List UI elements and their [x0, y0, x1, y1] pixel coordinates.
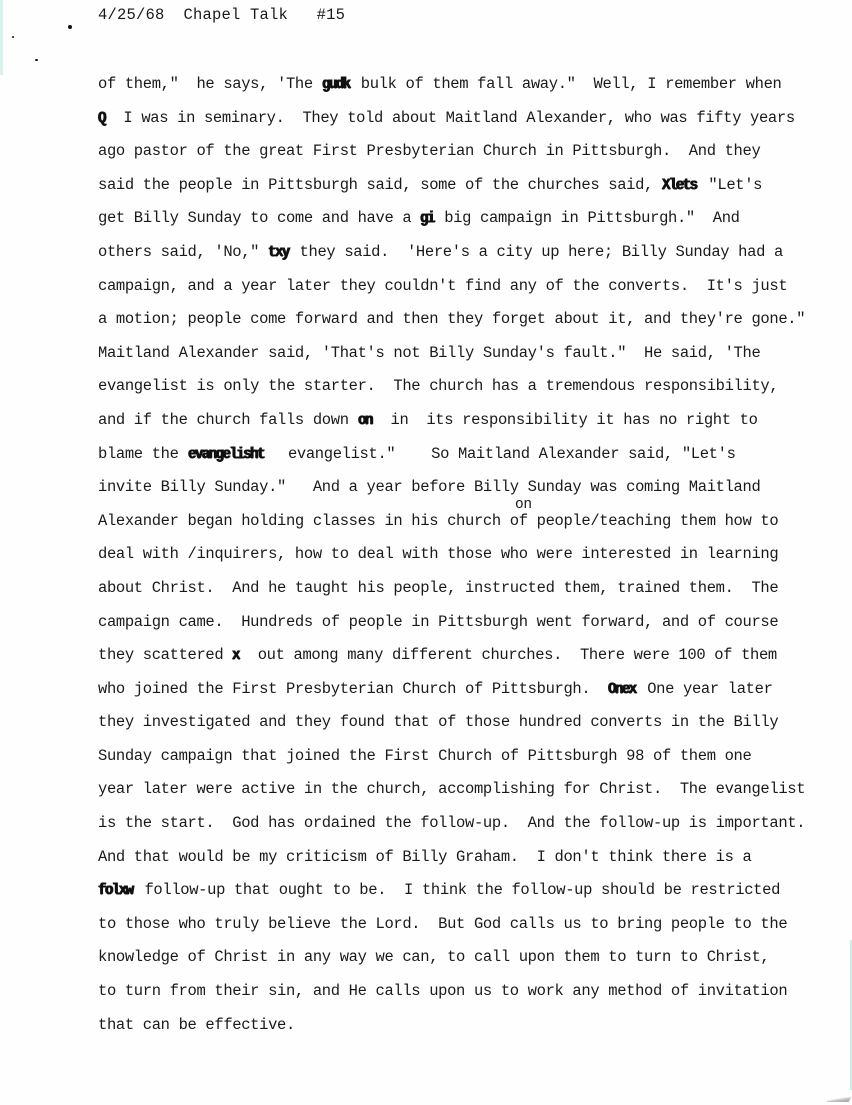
text-line — [98, 811, 806, 845]
line-text: evangelist is only the starter. The church has a tremendous responsibility, — [98, 377, 779, 396]
handwritten-insertion: on — [515, 496, 532, 513]
text-line — [98, 878, 788, 912]
line-text: And that would be my criticism of Billy Graham. I don't think there is a — [98, 847, 752, 866]
line-text: and if the church falls down — [98, 410, 358, 429]
line-text: Sunday campaign that joined the First Church of Pittsburgh 98 of them one — [98, 746, 752, 765]
line-text: blame the — [98, 444, 188, 463]
line-text: deal with /inquirers, how to deal with those who were interested in learning — [98, 545, 779, 564]
overstruck-text: x — [232, 646, 240, 665]
line-text: One year later — [638, 679, 773, 698]
text-line — [98, 206, 788, 240]
text-line — [98, 979, 788, 1013]
text-line — [98, 1013, 788, 1047]
scan-speck — [12, 36, 14, 38]
line-text: out among many different churches. There were 100 of them — [239, 646, 777, 665]
text-line — [98, 307, 806, 341]
transcript-body — [98, 72, 806, 1046]
header-number: #15 — [316, 6, 346, 24]
line-text: campaign came. Hundreds of people in Pittsburgh went forward, and of course — [98, 612, 779, 631]
text-line — [98, 475, 788, 509]
line-text: who joined the First Presbyterian Church of Pittsburgh. — [98, 679, 609, 698]
text-line — [98, 912, 788, 946]
overstruck-text: txy — [268, 242, 289, 261]
text-line — [98, 442, 788, 476]
line-text: others said, 'No," — [98, 242, 269, 261]
line-text: a motion; people come forward and then they forget about it, and they're gone." — [98, 310, 806, 329]
overstruck-text: Q — [98, 108, 105, 127]
text-line — [98, 374, 788, 408]
text-line — [98, 945, 788, 979]
line-text: to turn from their sin, and He calls upon us to work any method of invitation — [98, 982, 788, 1001]
text-line — [98, 576, 788, 610]
text-line — [98, 610, 788, 644]
text-line — [98, 496, 788, 543]
line-text: get Billy Sunday to come and have a — [98, 209, 421, 228]
text-line — [98, 139, 788, 173]
header-date: 4/25/68 — [98, 6, 165, 24]
text-line — [98, 72, 788, 106]
scan-speck — [68, 25, 72, 29]
document-header — [98, 6, 345, 24]
scan-edge-left — [0, 0, 3, 75]
text-line — [98, 542, 788, 576]
overstruck-text: Xlets — [661, 175, 697, 194]
line-text: bulk of them fall away." Well, I remember when — [351, 75, 782, 93]
line-text: Alexander began holding classes in his church of people/teaching them how to — [98, 511, 779, 530]
text-line — [98, 106, 795, 140]
scan-corner-mark — [827, 1097, 852, 1102]
line-text: of them," he says, 'The — [98, 75, 322, 93]
line-text: that can be effective. — [98, 1015, 295, 1034]
overstruck-text: gi — [420, 209, 435, 228]
text-line — [98, 744, 788, 778]
text-line — [98, 677, 788, 711]
line-text: said the people in Pittsburgh said, some of the churches said, — [98, 175, 662, 194]
line-text: they investigated and they found that of those hundred converts in the Billy — [98, 713, 779, 732]
line-text: Maitland Alexander said, 'That's not Billy Sunday's fault." He said, 'The — [98, 343, 761, 362]
line-text: ago pastor of the great First Presbyterian Church in Pittsburgh. And they — [98, 142, 761, 161]
line-text: to those who truly believe the Lord. But God calls us to bring people to the — [98, 914, 788, 933]
text-line — [98, 845, 788, 879]
line-text: about Christ. And he taught his people, instructed them, trained them. The — [98, 578, 779, 597]
line-text: year later were active in the church, accomplishing for Christ. The evangelist — [98, 780, 806, 799]
line-text: invite Billy Sunday." And a year before Billy Sunday was coming Maitland — [98, 478, 761, 497]
overstruck-text: on — [357, 410, 372, 429]
text-line — [98, 240, 788, 274]
text-line — [98, 710, 788, 744]
line-text: campaign, and a year later they couldn't find any of the converts. It's just — [98, 276, 788, 295]
text-line — [98, 341, 788, 375]
text-line — [98, 173, 788, 207]
line-text: big campaign in Pittsburgh." And — [435, 209, 740, 228]
header-title: Chapel Talk — [183, 6, 289, 24]
line-text: "Let's — [699, 175, 763, 194]
line-text: in its responsibility it has no right to — [372, 410, 758, 429]
overstruck-text: folxw — [98, 881, 133, 900]
text-line — [98, 643, 788, 677]
text-line — [98, 274, 788, 308]
line-text: I was in seminary. They told about Maitland Alexander, who was fifty years — [105, 108, 795, 127]
text-line — [98, 777, 806, 811]
scan-speck — [35, 59, 38, 61]
text-line — [98, 408, 788, 442]
line-text: is the start. God has ordained the follow-up. And the follow-up is important. — [98, 814, 806, 833]
line-text: they scattered — [98, 646, 233, 665]
line-text: knowledge of Christ in any way we can, to call upon them to turn to Christ, — [98, 948, 770, 967]
overstruck-text: evangelisht — [187, 444, 264, 463]
line-text: evangelist." So Maitland Alexander said, "Let's — [270, 444, 736, 463]
overstruck-text: gudk — [321, 75, 350, 93]
overstruck-text: Onex — [608, 679, 636, 698]
line-text: follow-up that ought to be. I think the follow-up should be restricted — [135, 881, 781, 900]
line-text: they said. 'Here's a city up here; Billy Sunday had a — [290, 242, 783, 261]
